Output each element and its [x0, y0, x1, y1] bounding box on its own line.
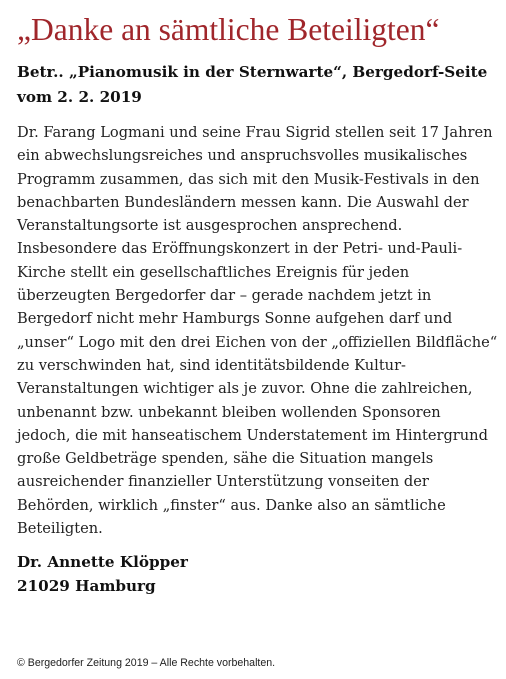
- article: [17, 0, 497, 598]
- body-line: Veranstaltungsorte ist ausgesprochen ansprechend.: [17, 217, 403, 235]
- letter-body: [17, 121, 497, 540]
- body-line: Kirche stellt ein gesellschaftliches Ereignis für jeden: [17, 263, 410, 281]
- body-line: überzeugten Bergedorfer dar – gerade nachdem jetzt in: [17, 287, 432, 305]
- body-line: Insbesondere das Eröffnungskonzert in der Petri- und-Pauli-: [17, 240, 463, 258]
- reference-line: [17, 60, 497, 110]
- author-name: Dr. Annette Klöpper: [17, 553, 188, 572]
- body-line: Veranstaltungen wichtiger als je zuvor. Ohne die zahlreichen,: [17, 380, 473, 398]
- reference-line-1: Betr.. „Pianomusik in der Sternwarte“, Bergedorf-Seite: [17, 63, 488, 81]
- body-line: Bergedorf nicht mehr Hamburgs Sonne aufgehen darf und: [17, 310, 453, 328]
- copyright-notice: © Bergedorfer Zeitung 2019 – Alle Rechte vorbehalten.: [17, 657, 276, 669]
- body-line: benachbarten Bundesländern messen kann. Die Auswahl der: [17, 193, 469, 211]
- body-line: „unser“ Logo mit den drei Eichen von der „offiziellen Bildfläche“: [17, 333, 498, 351]
- signature: [17, 550, 497, 598]
- body-line: jedoch, die mit hanseatischem Understatement im Hintergrund: [17, 426, 488, 444]
- body-line: große Geldbeträge spenden, sähe die Situation mangels: [17, 450, 434, 468]
- reference-line-2: vom 2. 2. 2019: [17, 88, 142, 106]
- body-line: unbenannt bzw. unbekannt bleiben wollenden Sponsoren: [17, 403, 441, 421]
- headline: „Danke an sämtliche Beteiligten“: [17, 12, 440, 47]
- body-line: Programm zusammen, das sich mit den Musik-Festivals in den: [17, 170, 480, 188]
- body-line: Behörden, wirklich „finster“ aus. Danke also an sämtliche: [17, 496, 446, 514]
- body-line: ein abwechslungsreiches und anspruchsvolles musikalisches: [17, 147, 468, 165]
- body-line: Beteiligten.: [17, 520, 103, 538]
- body-line: Dr. Farang Logmani und seine Frau Sigrid stellen seit 17 Jahren: [17, 124, 493, 141]
- body-line: ausreichender finanzieller Unterstützung vonseiten der: [17, 473, 429, 491]
- body-line: zu verschwinden hat, sind identitätsbildende Kultur-: [17, 356, 406, 374]
- author-city: 21029 Hamburg: [17, 577, 156, 596]
